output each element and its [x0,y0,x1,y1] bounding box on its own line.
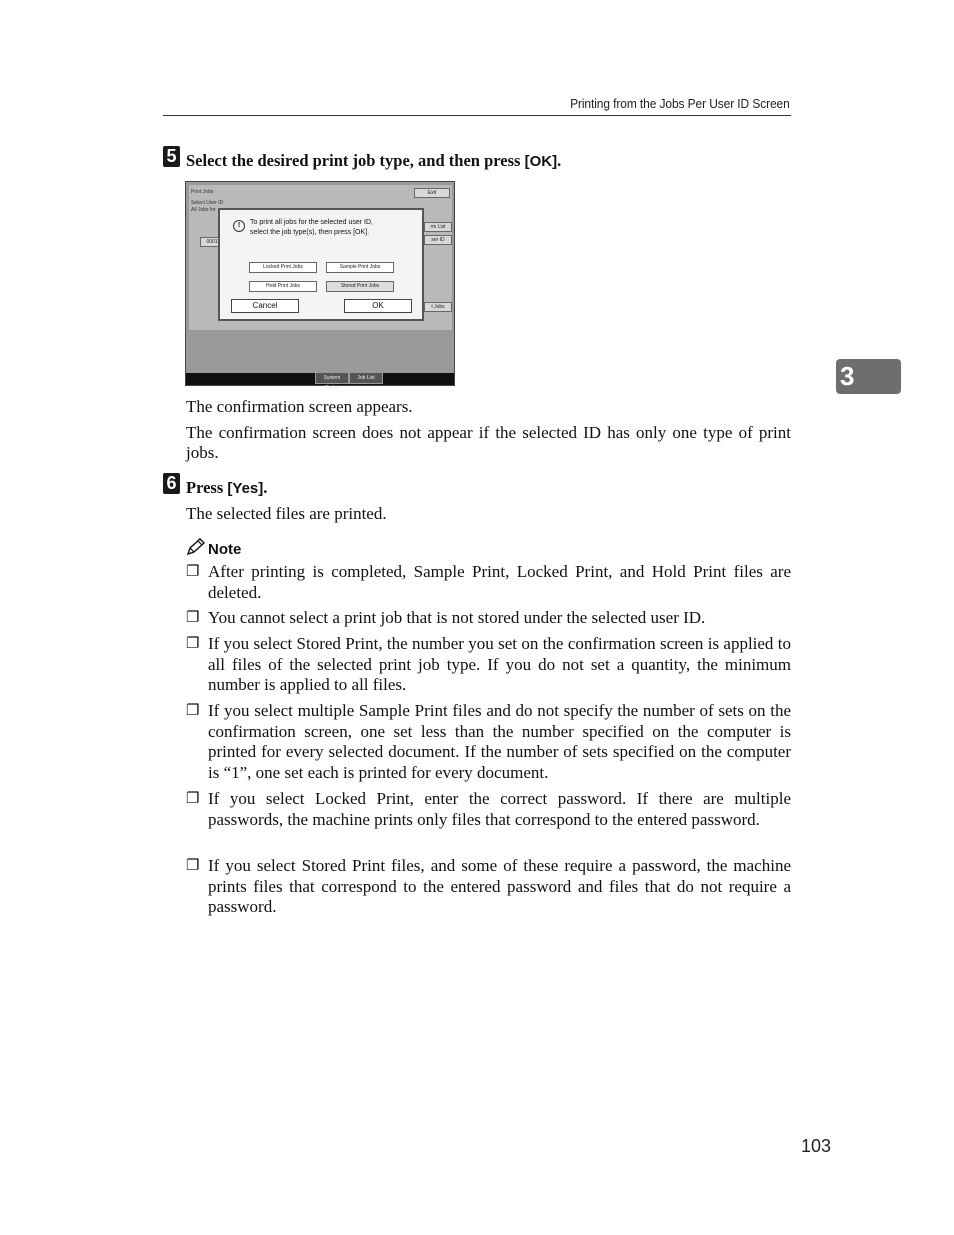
info-icon: ! [233,220,245,232]
exit-button[interactable]: Exit [414,188,450,198]
step-5-period: . [557,151,562,170]
system-status-button[interactable]: System Status [315,372,349,384]
checkbox-icon: ❐ [186,636,200,652]
step-6-period: . [263,478,268,497]
step-number-5: 5 [163,146,180,167]
ok-key-reference: [OK] [524,153,558,170]
note-label: Note [208,541,242,558]
job-list-button[interactable]: Job List [349,372,383,384]
faded-button [190,337,238,339]
screen-title: Print Jobs [191,189,214,195]
dialog-message-line-1: To print all jobs for the selected user ID, [250,219,373,226]
page-number: 103 [801,1136,832,1156]
user-id-button[interactable]: 0001 [200,237,224,247]
dialog-message-line-2: select the job type(s), then press [OK]. [250,229,370,236]
sample-print-jobs-option[interactable]: Sample Print Jobs [326,262,394,273]
paragraph-confirmation-note: The confirmation screen does not appear if the selected ID has only one type of print jobs. [186,423,791,462]
step-number-6: 6 [163,473,180,494]
select-user-id-label: Select User ID [191,200,224,206]
confirmation-screenshot [185,181,455,391]
checkbox-icon: ❐ [186,703,200,719]
note-item: ❐ If you select Stored Print, the number you set on the confirmation screen is applied to all files of the selected print job type. If you do not set a quantity, the minimum number is applied to all files. [186,634,791,694]
locked-print-jobs-option[interactable]: Locked Print Jobs [249,262,317,273]
confirmation-dialog [218,208,424,321]
ok-button[interactable]: OK [344,299,412,313]
step-5-text: Select the desired print job type, and then press [186,151,525,170]
note-item: ❐ If you select multiple Sample Print files and do not specify the number of sets on the confirmation screen, one set less than the number specified on the computer is printed for every selected document. If the number of sets specified on the computer is “1”, one set each is printed for every document. [186,701,791,782]
step-5-instruction [186,151,561,171]
stored-print-jobs-option[interactable]: Stored Print Jobs [326,281,394,292]
checkbox-icon: ❐ [186,791,200,807]
side-button-form-list[interactable]: rm List [424,222,452,232]
note-item: ❐ You cannot select a print job that is not stored under the selected user ID. [186,608,706,627]
paragraph-files-printed: The selected files are printed. [186,504,387,523]
checkbox-icon: ❐ [186,610,200,626]
hold-print-jobs-option[interactable]: Hold Print Jobs [249,281,317,292]
side-button-user-id[interactable]: ser ID [424,235,452,245]
note-item: ❐ If you select Stored Print files, and some of these require a password, the machine prints files that correspond to the entered password and files that do not require a password. [186,856,791,916]
side-button-print-jobs[interactable]: t Jobs [424,302,452,312]
step-6-instruction [186,478,267,498]
pencil-icon [186,538,206,556]
header-rule [163,115,791,116]
yes-key-reference: [Yes] [227,480,264,497]
running-header: Printing from the Jobs Per User ID Screen [570,96,790,111]
chapter-tab: 3 [836,359,901,394]
step-6-text: Press [186,478,228,497]
all-jobs-label: All Jobs for [191,207,216,213]
checkbox-icon: ❐ [186,858,200,874]
note-item: ❐ After printing is completed, Sample Print, Locked Print, and Hold Print files are deleted. [186,562,791,602]
dialog-message [250,218,420,238]
paragraph-confirmation-appears: The confirmation screen appears. [186,397,413,416]
note-heading [186,538,242,560]
note-item: ❐ If you select Locked Print, enter the correct password. If there are multiple passwords, the machine prints only files that correspond to the entered password. [186,789,791,829]
checkbox-icon: ❐ [186,564,200,580]
cancel-button[interactable]: Cancel [231,299,299,313]
